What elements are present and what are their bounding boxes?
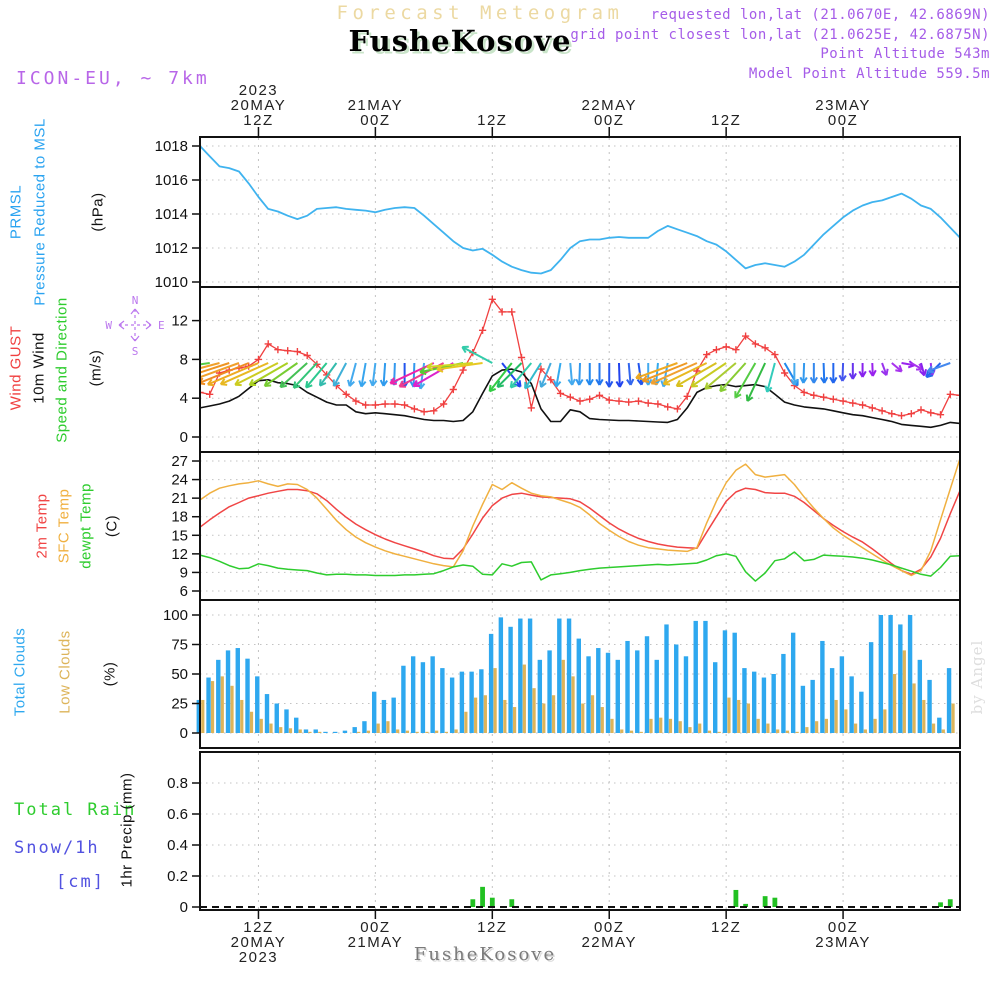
station-title: FusheKosove xyxy=(348,24,572,58)
total-clouds-label: Total Clouds xyxy=(11,627,29,717)
precip-tick-label: 0 xyxy=(179,899,188,916)
clouds-unit-label: (%) xyxy=(101,661,119,687)
clouds-tick-label: 50 xyxy=(171,666,188,683)
panel-clouds xyxy=(197,615,955,733)
prmsl-label: PRMSL xyxy=(7,184,25,240)
temp-tick-label: 18 xyxy=(171,508,188,526)
wind-tick-label: 12 xyxy=(171,312,188,330)
panel-gridlines xyxy=(200,138,960,909)
compass-letter: N xyxy=(131,294,139,307)
prmsl-line xyxy=(200,146,960,274)
time-tick-label: 23MAY xyxy=(815,97,871,114)
time-tick-label: 21MAY xyxy=(347,934,404,951)
low-clouds-label: Low Clouds xyxy=(56,630,74,714)
panel-pressure xyxy=(200,146,960,274)
wind-tick-label: 4 xyxy=(179,390,188,408)
snow-label: Snow/1h xyxy=(14,838,100,858)
pressure-tick-label: 1016 xyxy=(154,172,188,189)
temp-tick-label: 27 xyxy=(171,453,188,471)
pressure-desc-label: Pressure Reduced to MSL xyxy=(31,118,49,306)
dewpt-line xyxy=(200,552,960,581)
author-watermark: by Angel xyxy=(968,639,986,715)
time-tick-label: 12Z xyxy=(243,112,274,129)
wind-compass-icon xyxy=(105,294,164,358)
sfc-temp-label: SFC Temp xyxy=(55,488,73,564)
temp-tick-label: 15 xyxy=(171,527,188,545)
temp-tick-label: 21 xyxy=(171,490,188,508)
gust-plus-markers xyxy=(196,296,963,420)
footer-station-label: FusheKosove xyxy=(413,944,557,965)
precip-unit-label: 1hr Precip (mm) xyxy=(118,772,136,888)
time-tick-label: 00Z xyxy=(594,112,625,129)
time-tick-label: 00Z xyxy=(827,919,859,936)
compass-letter: W xyxy=(105,319,112,332)
temp-tick-label: 24 xyxy=(171,471,188,489)
time-tick-label: 00Z xyxy=(360,112,391,129)
time-tick-label: 23MAY xyxy=(815,934,871,951)
time-tick-label: 00Z xyxy=(360,919,391,936)
wind10m-label: 10m Wind xyxy=(30,332,48,404)
time-tick-label: 2023 xyxy=(238,82,279,99)
time-tick-label: 21MAY xyxy=(347,97,404,114)
precip-tick-label: 0.2 xyxy=(167,868,188,885)
grid-point-lonlat: grid point closest lon,lat (21.0625E, 42.6875N) xyxy=(570,26,990,43)
panel-temp xyxy=(200,459,960,582)
wind-tick-label: 8 xyxy=(179,351,188,369)
compass-letter: S xyxy=(131,345,139,358)
pressure-tick-label: 1010 xyxy=(154,274,188,291)
time-tick-label: 12Z xyxy=(710,919,742,936)
panel-precip xyxy=(200,887,960,907)
time-tick-label: 20MAY xyxy=(230,934,287,951)
temp-tick-label: 6 xyxy=(179,583,188,600)
time-tick-label: 22MAY xyxy=(581,934,638,951)
time-tick-label: 12Z xyxy=(710,112,742,129)
precip-tick-label: 0.8 xyxy=(167,775,188,792)
time-tick-label: 22MAY xyxy=(581,97,638,114)
forecast-meteogram-heading: Forecast Meteogram xyxy=(336,2,624,24)
model-label: ICON-EU, ~ 7km xyxy=(16,68,210,89)
clouds-tick-label: 0 xyxy=(179,725,188,742)
compass-letter: E xyxy=(158,319,165,332)
requested-lonlat: requested lon,lat (21.0670E, 42.6869N) xyxy=(650,7,990,23)
model-point-altitude: Model Point Altitude 559.5m xyxy=(748,65,990,82)
clouds-tick-label: 100 xyxy=(162,607,188,624)
clouds-tick-label: 75 xyxy=(171,636,188,654)
request-metadata xyxy=(570,6,990,84)
wind-unit-label: (m/s) xyxy=(87,349,105,387)
axis-ticks-and-labels xyxy=(155,82,871,966)
pressure-tick-label: 1014 xyxy=(154,206,188,223)
temp-tick-label: 12 xyxy=(171,545,188,563)
time-tick-label: 00Z xyxy=(594,919,625,936)
precip-tick-label: 0.4 xyxy=(167,837,188,854)
panel-series xyxy=(160,146,964,907)
time-tick-label: 12Z xyxy=(477,112,508,129)
speed-direction-label: Speed and Direction xyxy=(53,297,71,443)
pressure-unit-label: (hPa) xyxy=(89,192,107,232)
temp-unit-label: (C) xyxy=(103,514,121,538)
snow-unit-label: [cm] xyxy=(56,872,105,892)
temp2m-label: 2m Temp xyxy=(33,493,51,559)
time-tick-label: 12Z xyxy=(477,919,508,936)
time-tick-label: 2023 xyxy=(238,949,279,966)
precip-tick-label: 0.6 xyxy=(167,806,188,823)
wind-tick-label: 0 xyxy=(179,429,188,446)
wind-gust-label: Wind GUST xyxy=(7,325,25,411)
point-altitude: Point Altitude 543m xyxy=(820,46,990,62)
pressure-tick-label: 1012 xyxy=(154,240,188,257)
dewpt-label: dewpt Temp xyxy=(77,483,95,569)
time-tick-label: 20MAY xyxy=(230,97,287,114)
time-tick-label: 12Z xyxy=(243,919,274,936)
temp2m-line xyxy=(200,488,960,574)
panel-frames xyxy=(200,137,960,910)
time-tick-label: 00Z xyxy=(827,112,859,129)
temp-tick-label: 9 xyxy=(179,564,188,582)
wind-direction-arrows xyxy=(160,347,950,401)
pressure-tick-label: 1018 xyxy=(154,138,188,155)
clouds-tick-label: 25 xyxy=(171,695,188,713)
total-rain-label: Total Rain xyxy=(14,800,137,820)
